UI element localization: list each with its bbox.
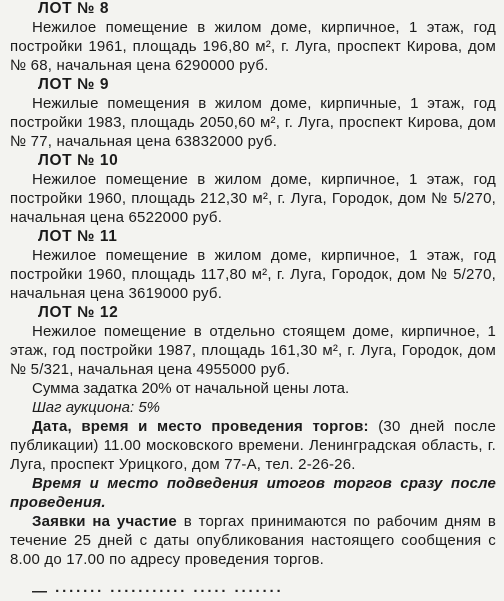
lot-description: Нежилое помещение в жилом доме, кирпичное, 1 этаж, год постройки 1961, площадь 196,80 м², г. Луга, проспект Кирова, дом № 68, начальная цена 6290000 руб. — [10, 19, 496, 74]
results-paragraph: Время и место подведения итогов торгов сразу после проведения. — [10, 475, 496, 511]
applications-paragraph — [10, 512, 496, 569]
date-place-text: (30 дней после публикации) 11.00 московского времени. Ленинградская область, г. Луга, проспект Урицкого, дом 77-А, тел. 2-26-26. — [10, 418, 496, 473]
lot-10 — [10, 152, 496, 227]
applications-label: Заявки на участие — [32, 513, 177, 530]
date-place-paragraph — [10, 417, 496, 474]
lot-heading: ЛОТ № 8 — [38, 0, 110, 17]
cropped-text: — ······· ··········· ····· ······· — [32, 583, 284, 600]
cropped-next-line — [0, 583, 504, 600]
lot-heading: ЛОТ № 9 — [38, 76, 110, 93]
lot-9 — [10, 76, 496, 151]
lot-heading: ЛОТ № 10 — [38, 152, 119, 169]
lot-description: Нежилое помещение в отдельно стоящем доме, кирпичное, 1 этаж, год постройки 1987, площадь 161,30 м², г. Луга, Городок, дом № 5/321, начальная цена 4955000 руб. — [10, 323, 496, 378]
lot-description: Нежилые помещения в жилом доме, кирпичные, 1 этаж, год постройки 1983, площадь 2050,60 м², г. Луга, проспект Кирова, дом № 77, начальная цена 63832000 руб. — [10, 95, 496, 150]
lot-description: Нежилое помещение в жилом доме, кирпичное, 1 этаж, год постройки 1960, площадь 117,80 м², г. Луга, Городок, дом № 5/270, начальная цена 3619000 руб. — [10, 247, 496, 302]
lot-description: Нежилое помещение в жилом доме, кирпичное, 1 этаж, год постройки 1960, площадь 212,30 м², г. Луга, Городок, дом № 5/270, начальная цена 6522000 руб. — [10, 171, 496, 226]
applications-text: в торгах принимаются по рабочим дням в течение 25 дней с даты опубликования настоящего сообщения с 8.00 до 17.00 по адресу проведения торгов. — [10, 513, 496, 568]
auction-step-text: Шаг аукциона: 5% — [32, 399, 161, 416]
lot-heading: ЛОТ № 12 — [38, 304, 119, 321]
date-place-label: Дата, время и место проведения торгов: — [32, 418, 369, 435]
lot-heading: ЛОТ № 11 — [38, 228, 118, 245]
deposit-text: Сумма задатка 20% от начальной цены лота. — [32, 380, 350, 397]
lot-12 — [10, 304, 496, 379]
lot-11 — [10, 228, 496, 303]
lot-8 — [10, 0, 496, 75]
